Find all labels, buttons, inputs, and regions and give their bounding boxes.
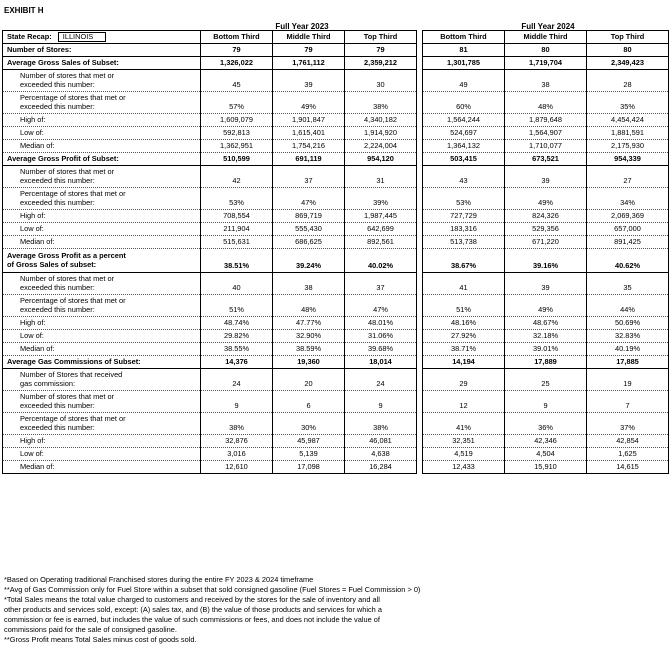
table-row xyxy=(3,140,669,153)
table-cell: 47.77% xyxy=(273,317,345,330)
table-cell: 53% xyxy=(201,188,273,210)
table-cell: 38% xyxy=(345,92,417,114)
table-cell: 1,362,951 xyxy=(201,140,273,153)
row-label: High of: xyxy=(3,317,201,330)
table-cell: 17,885 xyxy=(587,356,669,369)
table-row xyxy=(3,236,669,249)
table-cell: 657,000 xyxy=(587,223,669,236)
row-label: Percentage of stores that met or exceeded this number: xyxy=(3,188,201,210)
table-cell: 6 xyxy=(273,391,345,413)
table-cell: 51% xyxy=(201,295,273,317)
table-cell: 14,194 xyxy=(423,356,505,369)
table-cell: 503,415 xyxy=(423,153,505,166)
table-cell: 1,879,648 xyxy=(505,114,587,127)
table-cell: 9 xyxy=(201,391,273,413)
table-cell: 29 xyxy=(423,369,505,391)
row-label: Percentage of stores that met or exceeded this number: xyxy=(3,92,201,114)
table-cell: 60% xyxy=(423,92,505,114)
row-label: Number of stores that met or exceeded this number: xyxy=(3,166,201,188)
table-cell: 513,738 xyxy=(423,236,505,249)
table-cell: 48.16% xyxy=(423,317,505,330)
table-cell: 40.19% xyxy=(587,343,669,356)
footnotes xyxy=(4,575,664,645)
column-header: Top Third xyxy=(345,31,417,44)
table-cell: 40 xyxy=(201,273,273,295)
table-cell: 4,638 xyxy=(345,448,417,461)
row-label: High of: xyxy=(3,114,201,127)
table-cell: 12,610 xyxy=(201,461,273,474)
table-cell: 46,081 xyxy=(345,435,417,448)
table-cell: 17,889 xyxy=(505,356,587,369)
column-header: Top Third xyxy=(587,31,669,44)
table-row xyxy=(3,369,669,391)
table-cell: 41 xyxy=(423,273,505,295)
table-cell: 38.59% xyxy=(273,343,345,356)
table-cell: 44% xyxy=(587,295,669,317)
row-label: Low of: xyxy=(3,448,201,461)
state-recap-label xyxy=(3,31,201,44)
row-label: Number of stores that met or exceeded this number: xyxy=(3,70,201,92)
table-cell: 30 xyxy=(345,70,417,92)
table-cell: 32,876 xyxy=(201,435,273,448)
table-cell: 38% xyxy=(201,413,273,435)
table-row xyxy=(3,317,669,330)
table-cell: 954,339 xyxy=(587,153,669,166)
row-label: Low of: xyxy=(3,330,201,343)
table-cell: 40.02% xyxy=(345,249,417,273)
table-cell: 7 xyxy=(587,391,669,413)
table-cell: 686,625 xyxy=(273,236,345,249)
table-cell: 36% xyxy=(505,413,587,435)
table-cell: 37% xyxy=(587,413,669,435)
table-row xyxy=(3,295,669,317)
table-cell: 37 xyxy=(273,166,345,188)
table-cell: 18,014 xyxy=(345,356,417,369)
table-cell: 38 xyxy=(273,273,345,295)
table-cell: 515,631 xyxy=(201,236,273,249)
table-cell: 37 xyxy=(345,273,417,295)
table-cell: 12 xyxy=(423,391,505,413)
row-label: Percentage of stores that met or exceeded this number: xyxy=(3,295,201,317)
table-cell: 1,609,079 xyxy=(201,114,273,127)
section-label-avg-gas-commission: Average Gas Commissions of Subset: xyxy=(3,356,201,369)
table-cell: 38.51% xyxy=(201,249,273,273)
table-cell: 24 xyxy=(201,369,273,391)
table-cell: 41% xyxy=(423,413,505,435)
table-cell: 80 xyxy=(505,44,587,57)
row-label: High of: xyxy=(3,435,201,448)
table-cell: 81 xyxy=(423,44,505,57)
row-label: Percentage of stores that met or exceeded this number: xyxy=(3,413,201,435)
table-cell: 47% xyxy=(273,188,345,210)
table-cell: 42,854 xyxy=(587,435,669,448)
table-cell: 524,697 xyxy=(423,127,505,140)
table-row xyxy=(3,356,669,369)
table-cell: 1,710,077 xyxy=(505,140,587,153)
table-cell: 27 xyxy=(587,166,669,188)
table-cell: 2,069,369 xyxy=(587,210,669,223)
table-cell: 4,519 xyxy=(423,448,505,461)
table-cell: 48% xyxy=(505,92,587,114)
table-cell: 79 xyxy=(273,44,345,57)
table-cell: 671,220 xyxy=(505,236,587,249)
table-cell: 2,175,930 xyxy=(587,140,669,153)
table-cell: 1,364,132 xyxy=(423,140,505,153)
row-label: Low of: xyxy=(3,223,201,236)
table-row xyxy=(3,44,669,57)
section-label-avg-gp-percent: Average Gross Profit as a percent of Gross Sales of subset: xyxy=(3,249,201,273)
table-cell: 19 xyxy=(587,369,669,391)
state-recap-table xyxy=(2,30,669,474)
table-cell: 49% xyxy=(505,188,587,210)
exhibit-title: EXHIBIT H xyxy=(4,6,44,15)
column-header: Middle Third xyxy=(273,31,345,44)
table-cell: 28 xyxy=(587,70,669,92)
table-cell: 32.83% xyxy=(587,330,669,343)
table-cell: 9 xyxy=(345,391,417,413)
table-cell: 45 xyxy=(201,70,273,92)
table-cell: 45,987 xyxy=(273,435,345,448)
table-cell: 1,987,445 xyxy=(345,210,417,223)
table-cell: 31.06% xyxy=(345,330,417,343)
row-label: Median of: xyxy=(3,343,201,356)
table-cell: 38 xyxy=(505,70,587,92)
table-row xyxy=(3,273,669,295)
table-cell: 32.90% xyxy=(273,330,345,343)
table-row xyxy=(3,249,669,273)
table-cell: 1,564,244 xyxy=(423,114,505,127)
table-cell: 211,904 xyxy=(201,223,273,236)
footnote-line: commission or fee is earned, but includes the value of such commissions or fees, and does not include the value of xyxy=(4,615,380,624)
table-cell: 708,554 xyxy=(201,210,273,223)
table-cell: 39.16% xyxy=(505,249,587,273)
table-row xyxy=(3,127,669,140)
table-cell: 15,910 xyxy=(505,461,587,474)
footnote-line: **Gross Profit means Total Sales minus cost of goods sold. xyxy=(4,635,197,644)
table-row xyxy=(3,435,669,448)
table-cell: 14,376 xyxy=(201,356,273,369)
table-cell: 673,521 xyxy=(505,153,587,166)
row-label: Low of: xyxy=(3,127,201,140)
table-cell: 53% xyxy=(423,188,505,210)
state-recap-caption: State Recap: xyxy=(7,31,52,41)
table-cell: 57% xyxy=(201,92,273,114)
row-label: Median of: xyxy=(3,461,201,474)
table-cell: 5,139 xyxy=(273,448,345,461)
table-cell: 48.01% xyxy=(345,317,417,330)
table-cell: 4,340,182 xyxy=(345,114,417,127)
table-cell: 1,754,216 xyxy=(273,140,345,153)
table-row xyxy=(3,92,669,114)
footnote-line: **Avg of Gas Commission only for Fuel Store within a subset that sold consigned gasoline (Fuel Stores = Fuel Commission > 0) xyxy=(4,585,421,594)
table-row xyxy=(3,391,669,413)
table-cell: 38% xyxy=(345,413,417,435)
table-cell: 892,561 xyxy=(345,236,417,249)
row-label: Number of stores that met or exceeded this number: xyxy=(3,391,201,413)
row-label: Median of: xyxy=(3,236,201,249)
section-label-number-of-stores: Number of Stores: xyxy=(3,44,201,57)
table-cell: 79 xyxy=(201,44,273,57)
table-row xyxy=(3,210,669,223)
row-label: Number of stores that met or exceeded this number: xyxy=(3,273,201,295)
table-cell: 1,301,785 xyxy=(423,57,505,70)
table-cell: 39.68% xyxy=(345,343,417,356)
table-cell: 38.67% xyxy=(423,249,505,273)
table-cell: 34% xyxy=(587,188,669,210)
column-header: Bottom Third xyxy=(423,31,505,44)
table-cell: 1,615,401 xyxy=(273,127,345,140)
table-cell: 30% xyxy=(273,413,345,435)
table-cell: 1,564,907 xyxy=(505,127,587,140)
table-row xyxy=(3,57,669,70)
table-cell: 1,901,847 xyxy=(273,114,345,127)
row-label: Median of: xyxy=(3,140,201,153)
table-cell: 1,761,112 xyxy=(273,57,345,70)
footnote-line: *Total Sales means the total value charged to customers and received by the stores for the sale of inventory and all xyxy=(4,595,380,604)
table-cell: 510,599 xyxy=(201,153,273,166)
row-label: Number of Stores that received gas commission: xyxy=(3,369,201,391)
table-row xyxy=(3,153,669,166)
table-cell: 592,813 xyxy=(201,127,273,140)
table-cell: 1,625 xyxy=(587,448,669,461)
table-cell: 12,433 xyxy=(423,461,505,474)
table-row xyxy=(3,330,669,343)
table-cell: 48.67% xyxy=(505,317,587,330)
table-cell: 39 xyxy=(505,166,587,188)
table-cell: 39% xyxy=(345,188,417,210)
table-cell: 79 xyxy=(345,44,417,57)
table-cell: 38.71% xyxy=(423,343,505,356)
table-cell: 38.55% xyxy=(201,343,273,356)
table-cell: 555,430 xyxy=(273,223,345,236)
table-cell: 42 xyxy=(201,166,273,188)
table-cell: 40.62% xyxy=(587,249,669,273)
table-cell: 869,719 xyxy=(273,210,345,223)
table-cell: 183,316 xyxy=(423,223,505,236)
table-cell: 891,425 xyxy=(587,236,669,249)
table-cell: 35 xyxy=(587,273,669,295)
table-cell: 529,356 xyxy=(505,223,587,236)
table-cell: 39 xyxy=(505,273,587,295)
table-cell: 43 xyxy=(423,166,505,188)
footnote-line: commissions paid for the sale of consigned gasoline. xyxy=(4,625,177,634)
table-cell: 49% xyxy=(273,92,345,114)
table-cell: 20 xyxy=(273,369,345,391)
table-cell: 16,284 xyxy=(345,461,417,474)
table-cell: 3,016 xyxy=(201,448,273,461)
table-cell: 25 xyxy=(505,369,587,391)
table-cell: 27.92% xyxy=(423,330,505,343)
table-cell: 49% xyxy=(505,295,587,317)
table-cell: 47% xyxy=(345,295,417,317)
table-cell: 1,914,920 xyxy=(345,127,417,140)
header-row xyxy=(3,31,669,44)
table-cell: 51% xyxy=(423,295,505,317)
table-cell: 2,349,423 xyxy=(587,57,669,70)
table-cell: 4,504 xyxy=(505,448,587,461)
table-row xyxy=(3,114,669,127)
table-cell: 19,360 xyxy=(273,356,345,369)
section-label-avg-gross-sales: Average Gross Sales of Subset: xyxy=(3,57,201,70)
table-cell: 39.01% xyxy=(505,343,587,356)
table-cell: 1,881,591 xyxy=(587,127,669,140)
table-cell: 9 xyxy=(505,391,587,413)
table-cell: 4,454,424 xyxy=(587,114,669,127)
table-row xyxy=(3,461,669,474)
table-cell: 824,326 xyxy=(505,210,587,223)
table-cell: 80 xyxy=(587,44,669,57)
table-cell: 2,359,212 xyxy=(345,57,417,70)
state-value-box: ILLINOIS xyxy=(58,32,106,43)
table-row xyxy=(3,223,669,236)
table-cell: 17,098 xyxy=(273,461,345,474)
year-2024-header: Full Year 2024 xyxy=(521,22,575,31)
table-cell: 24 xyxy=(345,369,417,391)
footnote-line: other products and services sold, except: (A) sales tax, and (B) the value of those products and services for which a xyxy=(4,605,382,614)
table-cell: 691,119 xyxy=(273,153,345,166)
table-row xyxy=(3,413,669,435)
column-header: Middle Third xyxy=(505,31,587,44)
table-cell: 2,224,004 xyxy=(345,140,417,153)
table-cell: 642,699 xyxy=(345,223,417,236)
year-2023-header: Full Year 2023 xyxy=(275,22,329,31)
table-cell: 29.82% xyxy=(201,330,273,343)
table-row xyxy=(3,166,669,188)
table-row xyxy=(3,70,669,92)
table-cell: 1,719,704 xyxy=(505,57,587,70)
table-cell: 1,326,022 xyxy=(201,57,273,70)
table-cell: 727,729 xyxy=(423,210,505,223)
column-header: Bottom Third xyxy=(201,31,273,44)
row-label: High of: xyxy=(3,210,201,223)
table-cell: 31 xyxy=(345,166,417,188)
table-cell: 39 xyxy=(273,70,345,92)
table-cell: 14,615 xyxy=(587,461,669,474)
table-cell: 50.69% xyxy=(587,317,669,330)
table-cell: 32,351 xyxy=(423,435,505,448)
footnote-line: *Based on Operating traditional Franchised stores during the entire FY 2023 & 2024 timeframe xyxy=(4,575,314,584)
table-cell: 48% xyxy=(273,295,345,317)
table-cell: 35% xyxy=(587,92,669,114)
table-row xyxy=(3,343,669,356)
table-cell: 32.18% xyxy=(505,330,587,343)
table-cell: 39.24% xyxy=(273,249,345,273)
table-row xyxy=(3,448,669,461)
table-row xyxy=(3,188,669,210)
table-cell: 48.74% xyxy=(201,317,273,330)
table-cell: 42,346 xyxy=(505,435,587,448)
table-cell: 49 xyxy=(423,70,505,92)
table-cell: 954,120 xyxy=(345,153,417,166)
section-label-avg-gross-profit: Average Gross Profit of Subset: xyxy=(3,153,201,166)
